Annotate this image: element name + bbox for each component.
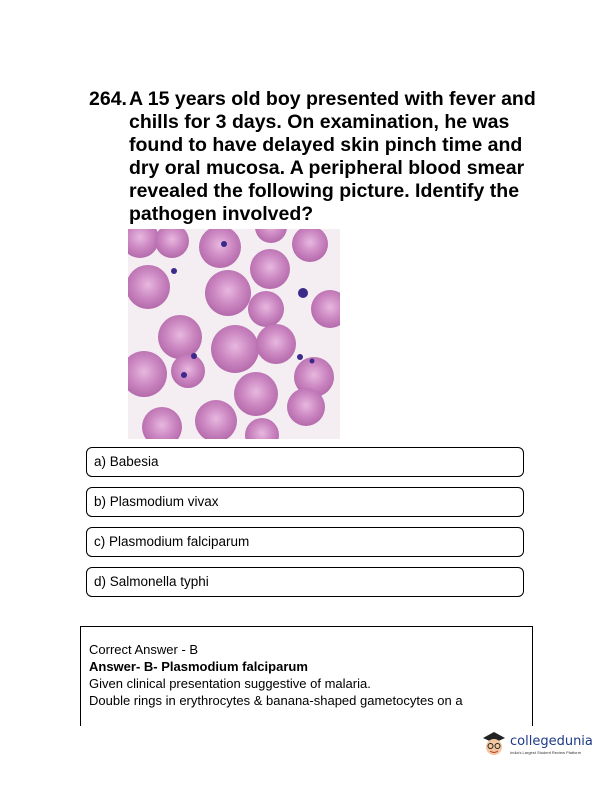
option-d[interactable]: d) Salmonella typhi — [86, 567, 524, 597]
logo-tagline: India's Largest Student Review Platform — [510, 750, 582, 755]
question-text: A 15 years old boy presented with fever and chills for 3 days. On examination, he was found to have delayed skin pinch time and dry oral mucosa. A peripheral blood smear revealed the following picture. Identify the pathogen involved? — [129, 88, 536, 225]
logo-name: collegedunia — [510, 734, 593, 749]
correct-answer: Correct Answer - B — [89, 642, 199, 657]
blood-smear-illustration — [128, 229, 340, 439]
question-number: 264. — [89, 88, 127, 110]
mascot-icon — [480, 729, 508, 759]
answer-heading: Answer- B- Plasmodium falciparum — [89, 659, 308, 674]
option-b[interactable]: b) Plasmodium vivax — [86, 487, 524, 517]
collegedunia-logo — [480, 729, 593, 759]
option-a[interactable]: a) Babesia — [86, 447, 524, 477]
option-c[interactable]: c) Plasmodium falciparum — [86, 527, 524, 557]
blood-smear-image — [128, 229, 340, 439]
answer-explanation-2: Double rings in erythrocytes & banana-shaped gametocytes on a — [89, 693, 463, 708]
answer-explanation-1: Given clinical presentation suggestive of malaria. — [89, 676, 371, 691]
answer-box — [80, 626, 533, 726]
